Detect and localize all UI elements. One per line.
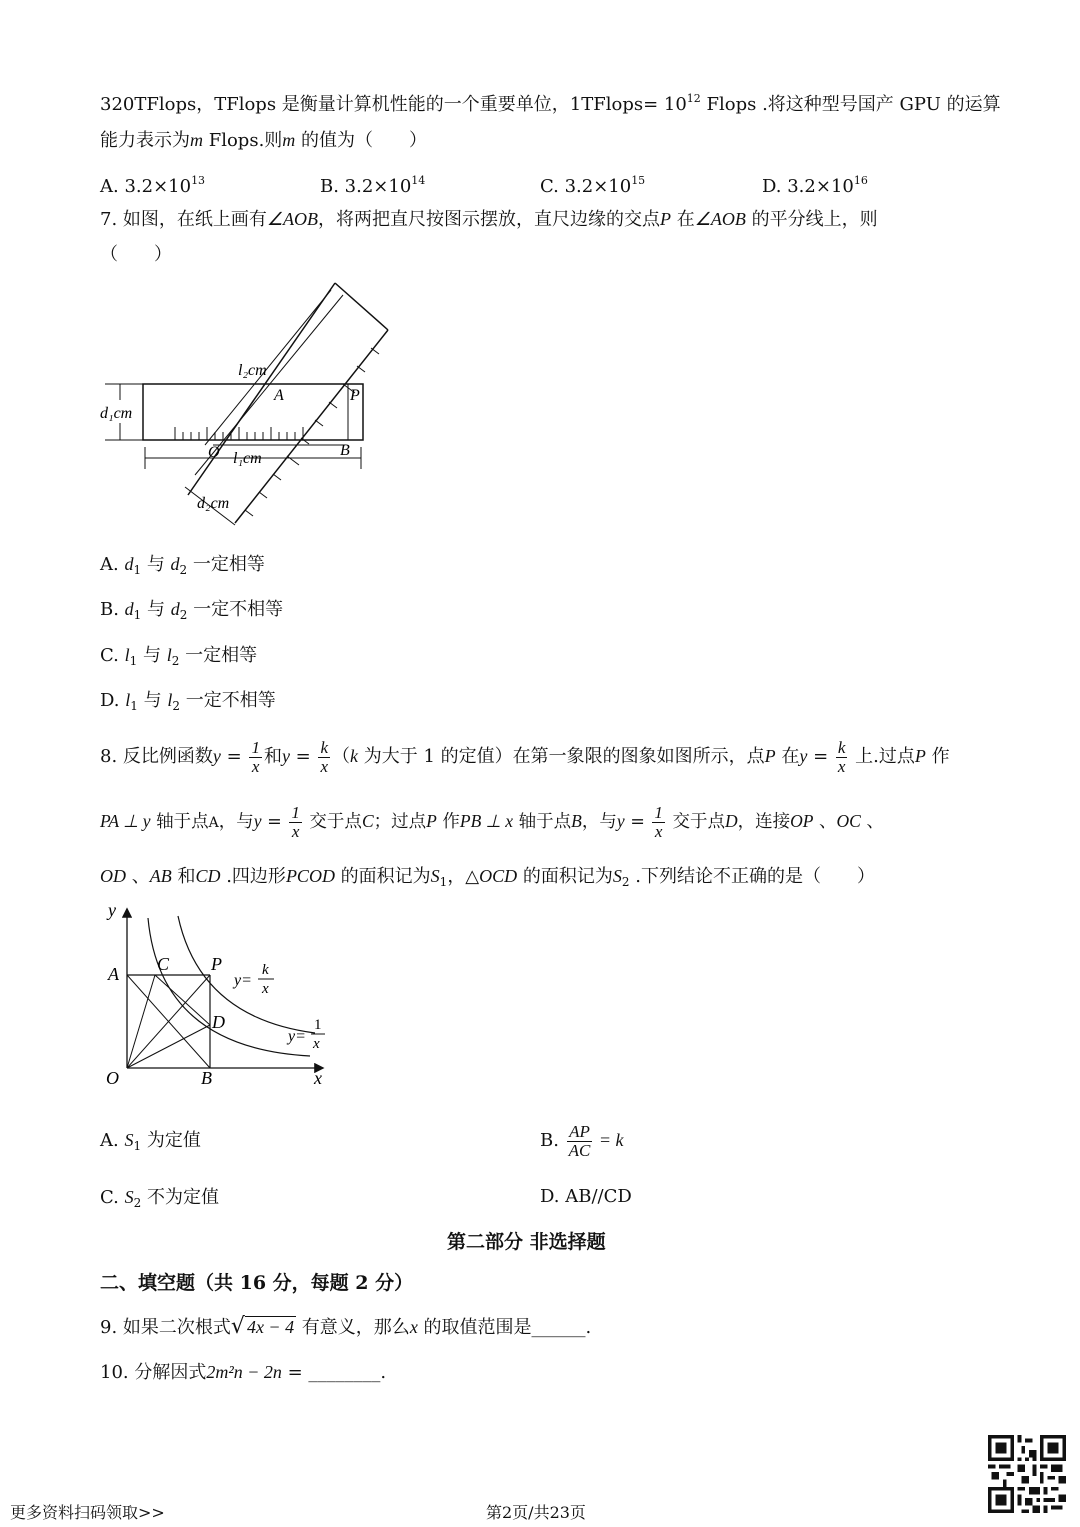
frac-ap-over-ac: $\frac{AP}{AC}$ xyxy=(568,1121,591,1160)
q6-option-c: C. $3.2\times 10^{15}$ xyxy=(540,174,646,197)
qr-code xyxy=(988,1435,1066,1513)
fill-in-section-heading: 二、填空题（共 16 分，每题 2 分） xyxy=(100,1272,414,1294)
label-O-pt: O xyxy=(106,1068,119,1088)
q6-option-a: A. $3.2\times 10^{13}$ xyxy=(100,174,206,197)
frac-k-over-x-2: $\frac{k}{x}$ xyxy=(837,737,846,776)
q7-stem-paren: （ ） xyxy=(100,244,172,265)
q8-stem-line2: PA ⊥ y 轴于点A，与y = $\frac{1}{x}$ 交于点C；过点P 作PB ⊥ x 轴于点B，与y = $\frac{1}{x}$ 交于点D，连接OP 、OC 、 xyxy=(100,803,884,841)
q8-stem-line3: OD 、AB 和CD .四边形PCOD 的面积记为$S_1$，△OCD 的面积记为$S_2$ .下列结论不正确的是（ ） xyxy=(100,866,875,889)
label-d1: d₁cm xyxy=(100,405,133,422)
q7-ruler-figure xyxy=(95,275,405,540)
label-y1-den: x xyxy=(313,1036,320,1052)
label-C-pt: C xyxy=(157,954,170,974)
label-y1-num: 1 xyxy=(314,1017,322,1033)
q8-option-b: B. $\frac{AP}{AC}$ = k xyxy=(540,1121,624,1160)
label-x-axis: x xyxy=(314,1068,322,1088)
label-B: B xyxy=(340,442,350,459)
label-d2: d₂cm xyxy=(197,495,230,512)
q7-option-d: D. $l_1$ 与 $l_2$ 一定不相等 xyxy=(100,690,276,713)
sqrt-symbol: √ xyxy=(230,1314,245,1339)
frac-1-over-x-3: $\frac{1}{x}$ xyxy=(654,803,663,841)
label-A-pt: A xyxy=(108,964,119,984)
label-l1: l₁cm xyxy=(233,450,262,467)
q8-option-c: C. $S_2$ 不为定值 xyxy=(100,1187,219,1210)
q8-hyperbola-figure xyxy=(100,898,340,1093)
q7-option-a: A. $d_1$ 与 $d_2$ 一定相等 xyxy=(100,554,265,577)
label-A: A xyxy=(274,387,284,404)
q6-option-d: D. $3.2\times 10^{16}$ xyxy=(762,174,868,197)
label-yk-eq: y= xyxy=(234,972,252,989)
frac-k-over-x: $\frac{k}{x}$ xyxy=(320,737,329,776)
page-number: 第2页/共23页 xyxy=(486,1503,586,1522)
q6-stem-line1: 320TFlops，TFlops 是衡量计算机性能的一个重要单位，1TFlops= $10^{12}$ Flops .将这种型号国产 GPU 的运算 xyxy=(100,92,1001,115)
footer-promo-link[interactable]: 更多资料扫码领取>> xyxy=(10,1503,165,1522)
q6-option-b: B. $3.2\times 10^{14}$ xyxy=(320,174,426,197)
q10-stem: 10. 分解因式2m²n − 2n = ________. xyxy=(100,1362,387,1383)
label-P: P xyxy=(350,387,360,404)
q8-stem-line1: 8. 反比例函数y = $\frac{1}{x}$ 和y = $\frac{k}{x}$ （k 为大于 1 的定值）在第一象限的图象如图所示，点P 在y = $\frac{k}{x}$ 上.过点P 作 xyxy=(100,737,950,776)
label-O: O xyxy=(208,444,220,461)
label-P-pt: P xyxy=(211,954,222,974)
q7-stem: 7. 如图，在纸上画有∠AOB，将两把直尺按图示摆放，直尺边缘的交点P 在∠AOB 的平分线上，则 xyxy=(100,209,878,230)
label-yk-num: k xyxy=(262,962,269,978)
q8-option-d: D. AB//CD xyxy=(540,1186,632,1207)
label-y-axis: y xyxy=(108,900,116,920)
q7-option-b: B. $d_1$ 与 $d_2$ 一定不相等 xyxy=(100,599,284,622)
q6-stem-line2: 能力表示为m Flops.则m 的值为（ ） xyxy=(100,130,428,151)
q7-option-c: C. $l_1$ 与 $l_2$ 一定相等 xyxy=(100,645,258,668)
label-l2: l₂cm xyxy=(238,362,267,379)
q8-option-a: A. $S_1$ 为定值 xyxy=(100,1130,201,1153)
frac-1-over-x: $\frac{1}{x}$ xyxy=(251,737,260,776)
label-D-pt: D xyxy=(212,1012,225,1032)
part2-title: 第二部分 非选择题 xyxy=(447,1231,606,1253)
label-B-pt: B xyxy=(201,1068,212,1088)
q9-stem: 9. 如果二次根式√ 4x − 4 有意义，那么x 的取值范围是______. xyxy=(100,1314,592,1339)
label-yk-den: x xyxy=(262,981,269,997)
frac-1-over-x-2: $\frac{1}{x}$ xyxy=(291,803,300,841)
label-y1-eq: y= xyxy=(288,1028,306,1045)
